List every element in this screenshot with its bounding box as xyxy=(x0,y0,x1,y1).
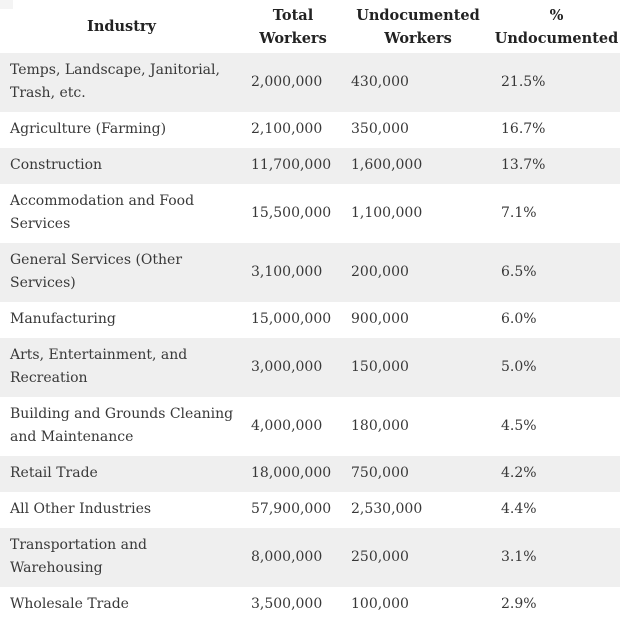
cell-industry: General Services (Other Services) xyxy=(10,252,183,291)
cell-pct-undocumented: 5.0% xyxy=(501,358,537,375)
header-label: Undocumented xyxy=(356,6,480,24)
header-label: Undocumented xyxy=(494,29,619,47)
cell-total-workers: 8,000,000 xyxy=(251,548,323,565)
cell-pct-undocumented: 16.7% xyxy=(501,121,546,137)
cell-undocumented-workers: 1,600,000 xyxy=(351,157,423,173)
cell-industry: All Other Industries xyxy=(10,501,152,517)
cell-total-workers: 11,700,000 xyxy=(251,157,332,173)
header-label: Industry xyxy=(87,18,156,35)
cell-total-workers: 3,500,000 xyxy=(251,596,323,612)
cell-pct-undocumented: 3.1% xyxy=(501,548,537,565)
cell-undocumented-workers: 900,000 xyxy=(351,311,409,327)
cell-undocumented-workers: 1,100,000 xyxy=(351,204,423,221)
crop-artifact xyxy=(0,0,13,9)
table-row xyxy=(0,456,620,492)
column-header-undocumented-workers xyxy=(343,0,493,53)
cell-total-workers: 2,000,000 xyxy=(251,73,323,90)
table-body xyxy=(0,53,620,623)
table-row xyxy=(0,587,620,623)
cell-undocumented-workers: 430,000 xyxy=(351,73,409,90)
cell-total-workers: 4,000,000 xyxy=(251,417,323,434)
table-header xyxy=(0,0,620,53)
cell-industry: Temps, Landscape, Janitorial, Trash, etc. xyxy=(10,62,220,101)
cell-pct-undocumented: 4.5% xyxy=(501,417,537,434)
cell-industry: Retail Trade xyxy=(10,465,98,481)
cell-undocumented-workers: 200,000 xyxy=(351,263,409,280)
cell-total-workers: 2,100,000 xyxy=(251,121,323,137)
table-row xyxy=(0,528,620,587)
cell-industry: Construction xyxy=(10,157,103,173)
cell-pct-undocumented: 6.0% xyxy=(501,311,537,327)
cell-industry: Wholesale Trade xyxy=(10,596,129,612)
table-row xyxy=(0,184,620,243)
column-header-industry xyxy=(0,0,243,53)
header-label: Workers xyxy=(384,29,452,47)
header-row xyxy=(0,0,620,53)
cell-pct-undocumented: 7.1% xyxy=(501,204,537,221)
cell-industry: Manufacturing xyxy=(10,311,116,327)
cell-industry: Accommodation and Food Services xyxy=(10,193,195,232)
cell-undocumented-workers: 250,000 xyxy=(351,548,409,565)
cell-industry: Transportation and Warehousing xyxy=(10,537,147,576)
cell-industry: Building and Grounds Cleaning and Maintenance xyxy=(10,406,234,445)
cell-undocumented-workers: 150,000 xyxy=(351,358,409,375)
table-row xyxy=(0,53,620,112)
cell-undocumented-workers: 350,000 xyxy=(351,121,409,137)
table-row xyxy=(0,243,620,302)
table-row xyxy=(0,148,620,184)
cell-total-workers: 3,000,000 xyxy=(251,358,323,375)
cell-pct-undocumented: 21.5% xyxy=(501,73,546,90)
table-row xyxy=(0,492,620,528)
table-row xyxy=(0,338,620,397)
cell-pct-undocumented: 4.2% xyxy=(501,465,537,481)
cell-undocumented-workers: 100,000 xyxy=(351,596,409,612)
header-label: % xyxy=(549,6,564,24)
table-row xyxy=(0,112,620,148)
cell-total-workers: 15,500,000 xyxy=(251,204,332,221)
cell-undocumented-workers: 2,530,000 xyxy=(351,501,423,517)
cell-undocumented-workers: 750,000 xyxy=(351,465,409,481)
cell-total-workers: 3,100,000 xyxy=(251,263,323,280)
column-header-pct-undocumented xyxy=(493,0,620,53)
cell-pct-undocumented: 2.9% xyxy=(501,596,537,612)
cell-industry: Agriculture (Farming) xyxy=(10,121,167,137)
cell-total-workers: 57,900,000 xyxy=(251,501,332,517)
cell-total-workers: 15,000,000 xyxy=(251,311,332,327)
header-label: Workers xyxy=(259,29,327,47)
cell-undocumented-workers: 180,000 xyxy=(351,417,409,434)
header-label: Total xyxy=(272,6,314,24)
cell-industry: Arts, Entertainment, and Recreation xyxy=(10,347,188,386)
cell-pct-undocumented: 4.4% xyxy=(501,501,537,517)
cell-pct-undocumented: 6.5% xyxy=(501,263,537,280)
table-row xyxy=(0,302,620,338)
cell-total-workers: 18,000,000 xyxy=(251,465,332,481)
cell-pct-undocumented: 13.7% xyxy=(501,157,546,173)
column-header-total-workers xyxy=(243,0,343,53)
table-row xyxy=(0,397,620,456)
